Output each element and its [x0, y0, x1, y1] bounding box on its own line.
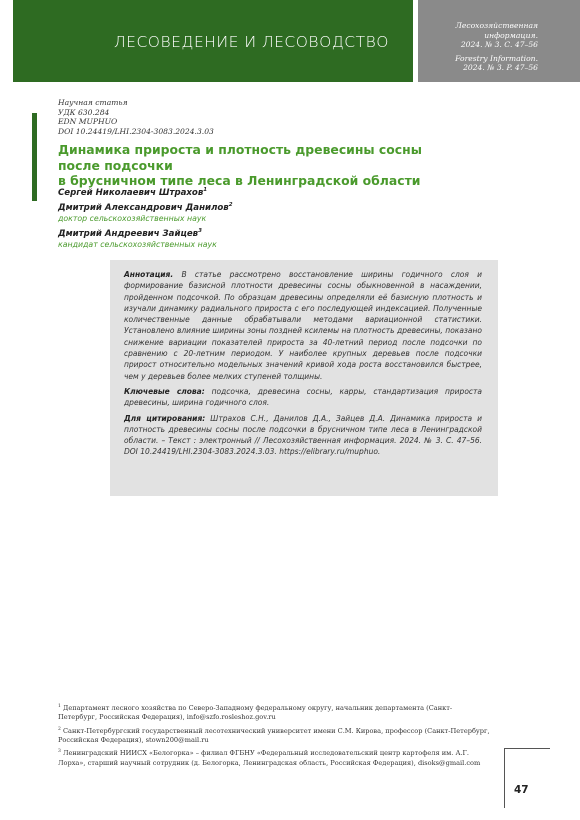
- title-line-2: в брусничном типе леса в Ленинградской области: [58, 173, 421, 188]
- footnote-1: $^1$ Департамент лесного хозяйства по Северо-Западному федеральному округу, начальник департамента (Санкт-Петербург, Российская Федерация), info@szfo.rosleshoz.gov.ru: [58, 704, 453, 722]
- author-degree: доктор сельскохозяйственных наук: [58, 213, 207, 223]
- keywords-label: Ключевые слова:: [124, 386, 205, 396]
- title-line-1: Динамика прироста и плотность древесины сосны после подсочки: [58, 142, 422, 173]
- footnote-3: $^3$ Ленинградский НИИСХ «Белогорка» – филиал ФГБНУ «Федеральный исследовательский центр картофеля им. А.Г. Лорха», старший научный сотрудник (д. Белогорка, Ленинградская область, Российская Федерация), disoks@gmail.com: [58, 749, 481, 767]
- article-type: Научная статья: [58, 98, 128, 107]
- accent-bar: [32, 113, 37, 201]
- article-title: [58, 142, 458, 189]
- keywords-text: подсочка, древесина сосны, карры, стандартизация прироста древесины, ширина годичного слоя.: [124, 386, 482, 408]
- abstract-text: В статье рассмотрено восстановление ширины годичного слоя и формирование базисной плотности древесины сосны обыкновенной в насаждении, пройденном подсочкой. По образцам древесины определяли её базисную плотность и изучали динамику радиального прироста с его последующей индексацией. Полученные количественные данные обрабатывали методами вариационной статистики. Установлено влияние ширины зоны поздней ксилемы на плотность древесины, показано снижение вариации показателей прироста за 40-летний период после подсочки по сравнению с 20-летним периодом. У наиболее крупных деревьев после подсочки прирост относительно модельных значений кривой хода роста восстановился быстрее, чем у деревьев более мелких ступеней толщины.: [124, 270, 482, 381]
- page-number: 47: [514, 784, 529, 796]
- article-meta: [58, 98, 214, 137]
- footnote-2: $^2$ Санкт-Петербургский государственный лесотехнический университет имени С.М. Кирова, профессор (Санкт-Петербург, Российская Федерация), stown200@mail.ru: [58, 726, 490, 744]
- author-degree: кандидат сельскохозяйственных наук: [58, 239, 217, 249]
- author-name: Сергей Николаевич Штрахов$^1$: [58, 187, 208, 198]
- citation-text: Штрахов С.Н., Данилов Д.А., Зайцев Д.А. Динамика прироста и плотность древесины сосны после подсочки в брусничном типе леса в Ленинградской области. – Текст : электронный // Лесохозяйственная информация. 2024. № 3. С. 47–56. DOI 10.24419/LHI.2304-3083.2024.3.03. https://elibrary.ru/muphuo.: [124, 413, 482, 457]
- keywords-paragraph: [124, 386, 482, 409]
- journal-ru-name: Лесохозяйственная информация.: [455, 21, 538, 40]
- author-1: [58, 185, 478, 199]
- doi: DOI 10.24419/LHI.2304-3083.2024.3.03: [58, 127, 214, 137]
- author-name: Дмитрий Андреевич Зайцев$^3$: [58, 227, 202, 239]
- journal-en-name: Forestry Information.: [455, 53, 538, 63]
- journal-en-issue: 2024. № 3. P. 47–56: [463, 63, 538, 73]
- abstract: [124, 269, 482, 462]
- citation-label: Для цитирования:: [124, 413, 206, 423]
- authors: [58, 185, 478, 252]
- section-title: ЛЕСОВЕДЕНИЕ И ЛЕСОВОДСТВО: [114, 33, 389, 51]
- footnotes: [58, 702, 490, 770]
- section-banner: [13, 0, 413, 82]
- abstract-label: Аннотация.: [124, 270, 174, 279]
- page-number-divider-vertical: [504, 748, 505, 808]
- udk: УДК 630.284: [58, 107, 110, 117]
- author-2: [58, 200, 478, 224]
- citation-paragraph: [124, 413, 482, 458]
- abstract-paragraph: [124, 269, 482, 382]
- author-name: Дмитрий Александрович Данилов$^2$: [58, 201, 233, 213]
- author-3: [58, 226, 478, 250]
- page-number-divider-horizontal: [504, 748, 550, 749]
- edn: EDN MUPHUO: [58, 117, 118, 127]
- journal-info: [418, 0, 580, 82]
- journal-ru-issue: 2024. № 3. С. 47–56: [460, 40, 538, 50]
